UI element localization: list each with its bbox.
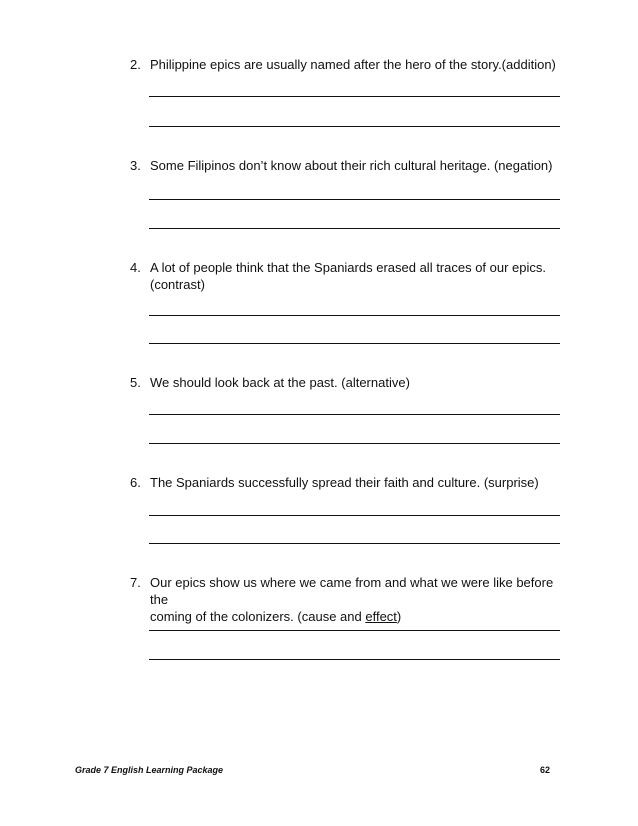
- answer-line[interactable]: [149, 315, 560, 316]
- item-prompt: [150, 574, 570, 625]
- item-number: 4.: [130, 260, 141, 275]
- item-prompt: Some Filipinos don’t know about their rich cultural heritage. (negation): [150, 158, 553, 173]
- answer-line[interactable]: [149, 228, 560, 229]
- answer-line[interactable]: [149, 343, 560, 344]
- item-number: 5.: [130, 375, 141, 390]
- item-prompt: Philippine epics are usually named after the hero of the story.(addition): [150, 57, 556, 72]
- item-prompt: [150, 259, 570, 293]
- item-number: 3.: [130, 158, 141, 173]
- answer-line[interactable]: [149, 515, 560, 516]
- item-prompt: The Spaniards successfully spread their faith and culture. (surprise): [150, 475, 539, 490]
- item-number: 7.: [130, 575, 141, 590]
- answer-line[interactable]: [149, 443, 560, 444]
- footer-title: Grade 7 English Learning Package: [75, 765, 224, 775]
- prompt-line-1: Our epics show us where we came from and what we were like before the: [150, 575, 554, 607]
- item-prompt: We should look back at the past. (alternative): [150, 375, 410, 390]
- answer-line[interactable]: [149, 630, 560, 631]
- answer-line[interactable]: [149, 199, 560, 200]
- underlined-word: effect: [365, 609, 397, 624]
- prompt-line-2b: ): [396, 609, 402, 624]
- answer-line[interactable]: [149, 126, 560, 127]
- prompt-line-2a: coming of the colonizers. (cause and: [150, 609, 366, 624]
- answer-line[interactable]: [149, 414, 560, 415]
- answer-line[interactable]: [149, 96, 560, 97]
- item-number: 6.: [130, 475, 141, 490]
- answer-line[interactable]: [149, 659, 560, 660]
- page-number: 62: [540, 765, 551, 775]
- answer-line[interactable]: [149, 543, 560, 544]
- prompt-line-1: A lot of people think that the Spaniards erased all traces of our epics.: [150, 260, 547, 275]
- prompt-line-2: (contrast): [150, 277, 205, 292]
- item-number: 2.: [130, 57, 141, 72]
